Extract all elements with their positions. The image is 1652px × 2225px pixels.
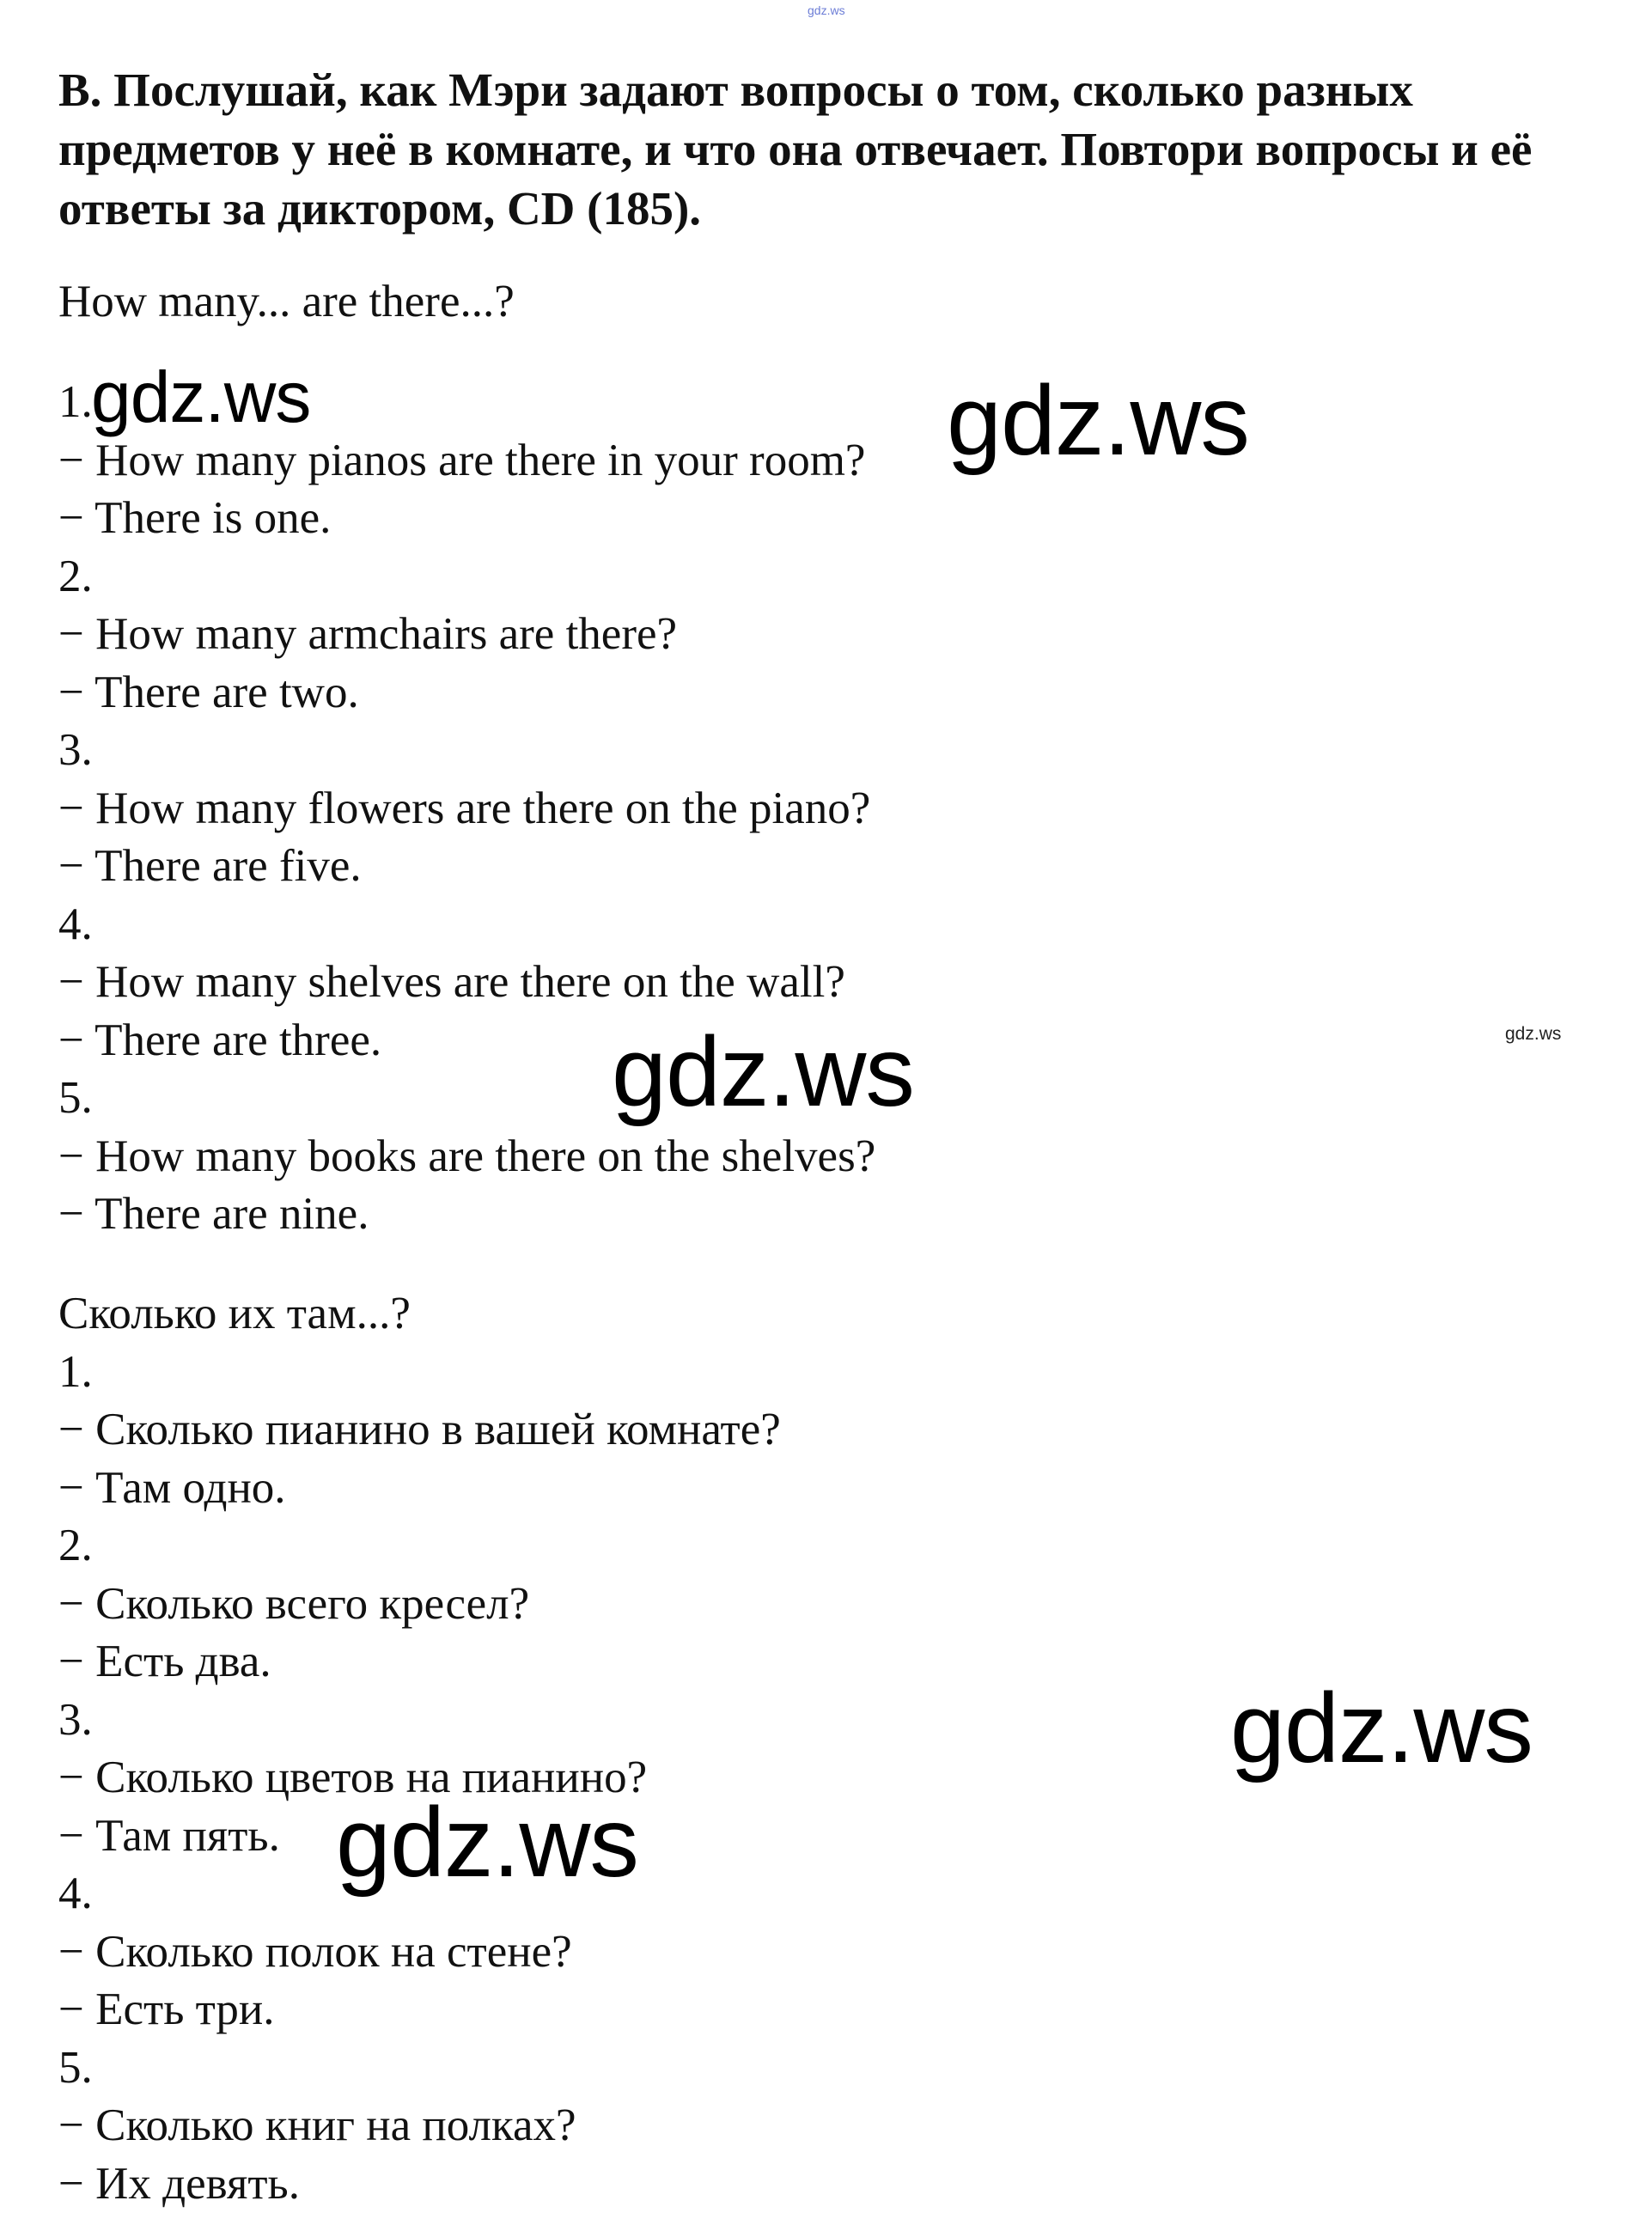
russian-item-1-number: 1. xyxy=(58,1347,93,1397)
watermark-lower-left: gdz.ws xyxy=(336,1788,638,1898)
russian-item-5-answer: − Их девять. xyxy=(58,2159,300,2209)
english-item-2-answer: − There are two. xyxy=(58,668,359,717)
russian-item-1-question: − Сколько пианино в вашей комнате? xyxy=(58,1405,781,1454)
english-item-3-answer: − There are five. xyxy=(58,841,362,891)
task-heading: B. Послушай, как Мэри задают вопросы о том, сколько разных предметов у неё в комнате, и что она отвечает. Повтори вопросы и её ответы за диктором, CD (185). xyxy=(58,64,1533,235)
watermark-middle: gdz.ws xyxy=(612,1017,914,1127)
english-item-1-answer: − There is one. xyxy=(58,493,332,543)
english-item-2-question: − How many armchairs are there? xyxy=(58,609,678,659)
russian-item-4-number: 4. xyxy=(58,1868,93,1918)
english-item-5-question: − How many books are there on the shelves? xyxy=(58,1131,876,1181)
russian-item-3-answer: − Там пять. xyxy=(58,1811,280,1861)
english-item-5-answer: − There are nine. xyxy=(58,1189,369,1239)
russian-item-2-question: − Сколько всего кресел? xyxy=(58,1579,530,1629)
english-item-4-number: 4. xyxy=(58,899,93,949)
english-item-4-answer: − There are three. xyxy=(58,1015,382,1065)
english-item-3-question: − How many flowers are there on the piano? xyxy=(58,783,871,833)
watermark-inline: gdz.ws xyxy=(91,357,311,437)
russian-item-4-question: − Сколько полок на стене? xyxy=(58,1927,572,1977)
russian-item-2-answer: − Есть два. xyxy=(58,1637,271,1686)
top-watermark: gdz.ws xyxy=(808,3,845,17)
russian-item-4-answer: − Есть три. xyxy=(58,1984,275,2034)
english-item-2-number: 2. xyxy=(58,552,93,601)
watermark-small: gdz.ws xyxy=(1505,1024,1562,1044)
english-item-1-question: − How many pianos are there in your room? xyxy=(58,436,866,485)
russian-item-5-question: − Сколько книг на полках? xyxy=(58,2100,576,2150)
russian-item-2-number: 2. xyxy=(58,1521,93,1570)
russian-item-1-answer: − Там одно. xyxy=(58,1463,286,1513)
english-item-1-number: 1. xyxy=(58,377,93,427)
english-item-4-question: − How many shelves are there on the wall? xyxy=(58,957,845,1007)
russian-item-3-number: 3. xyxy=(58,1695,93,1745)
english-item-3-number: 3. xyxy=(58,725,93,775)
english-item-5-number: 5. xyxy=(58,1073,93,1123)
russian-item-3-question: − Сколько цветов на пианино? xyxy=(58,1753,648,1802)
watermark-top-right: gdz.ws xyxy=(947,366,1249,476)
russian-section-title: Сколько их там...? xyxy=(58,1289,411,1338)
english-section-title: How many... are there...? xyxy=(58,277,515,326)
russian-item-5-number: 5. xyxy=(58,2043,93,2093)
watermark-lower-right: gdz.ws xyxy=(1230,1673,1533,1783)
